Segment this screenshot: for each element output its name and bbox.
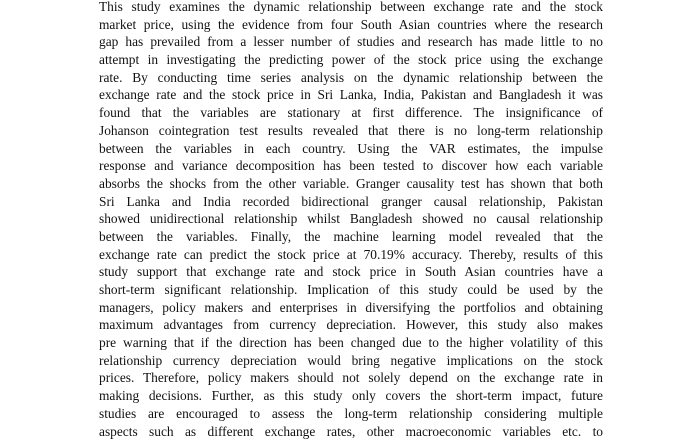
- text-line: exchange rate and the stock price in Sri Lanka, India, Pakistan and Bangladesh it was: [99, 86, 603, 104]
- abstract-body: [99, 0, 603, 440]
- text-line: managers, policy makers and enterprises in diversifying the portfolios and obtaining: [99, 299, 603, 317]
- text-line: making decisions. Further, as this study only covers the short-term impact, future: [99, 387, 603, 405]
- text-line: short-term significant relationship. Implication of this study could be used by the: [99, 281, 603, 299]
- text-line: exchange rate can predict the stock price at 70.19% accuracy. Thereby, results of this: [99, 246, 603, 264]
- text-line: between the variables. Finally, the machine learning model revealed that the: [99, 228, 603, 246]
- text-line: found that the variables are stationary at first difference. The insignificance of: [99, 104, 603, 122]
- text-line: response and variance decomposition has been tested to discover how each variable: [99, 157, 603, 175]
- text-line: rate. By conducting time series analysis on the dynamic relationship between the: [99, 69, 603, 87]
- text-line: maximum advantages from currency depreciation. However, this study also makes: [99, 316, 603, 334]
- text-line: prices. Therefore, policy makers should not solely depend on the exchange rate in: [99, 369, 603, 387]
- text-line: gap has prevailed from a lesser number of studies and research has made little to no: [99, 33, 603, 51]
- text-line: attempt in investigating the predicting power of the stock price using the exchange: [99, 51, 603, 69]
- text-line: study support that exchange rate and stock price in South Asian countries have a: [99, 263, 603, 281]
- text-line: Johanson cointegration test results revealed that there is no long-term relationship: [99, 122, 603, 140]
- text-line: relationship currency depreciation would bring negative implications on the stock: [99, 352, 603, 370]
- text-line: This study examines the dynamic relationship between exchange rate and the stock: [99, 0, 603, 16]
- text-line: aspects such as different exchange rates, other macroeconomic variables etc. to: [99, 423, 603, 440]
- text-line: absorbs the shocks from the other variable. Granger causality test has shown that both: [99, 175, 603, 193]
- text-line: showed unidirectional relationship whilst Bangladesh showed no causal relationship: [99, 210, 603, 228]
- text-line: studies are encouraged to assess the long-term relationship considering multiple: [99, 405, 603, 423]
- text-line: pre warning that if the direction has been changed due to the higher volatility of this: [99, 334, 603, 352]
- text-line: between the variables in each country. Using the VAR estimates, the impulse: [99, 140, 603, 158]
- text-line: Sri Lanka and India recorded bidirectional granger causal relationship, Pakistan: [99, 193, 603, 211]
- text-line: market price, using the evidence from four South Asian countries where the research: [99, 16, 603, 34]
